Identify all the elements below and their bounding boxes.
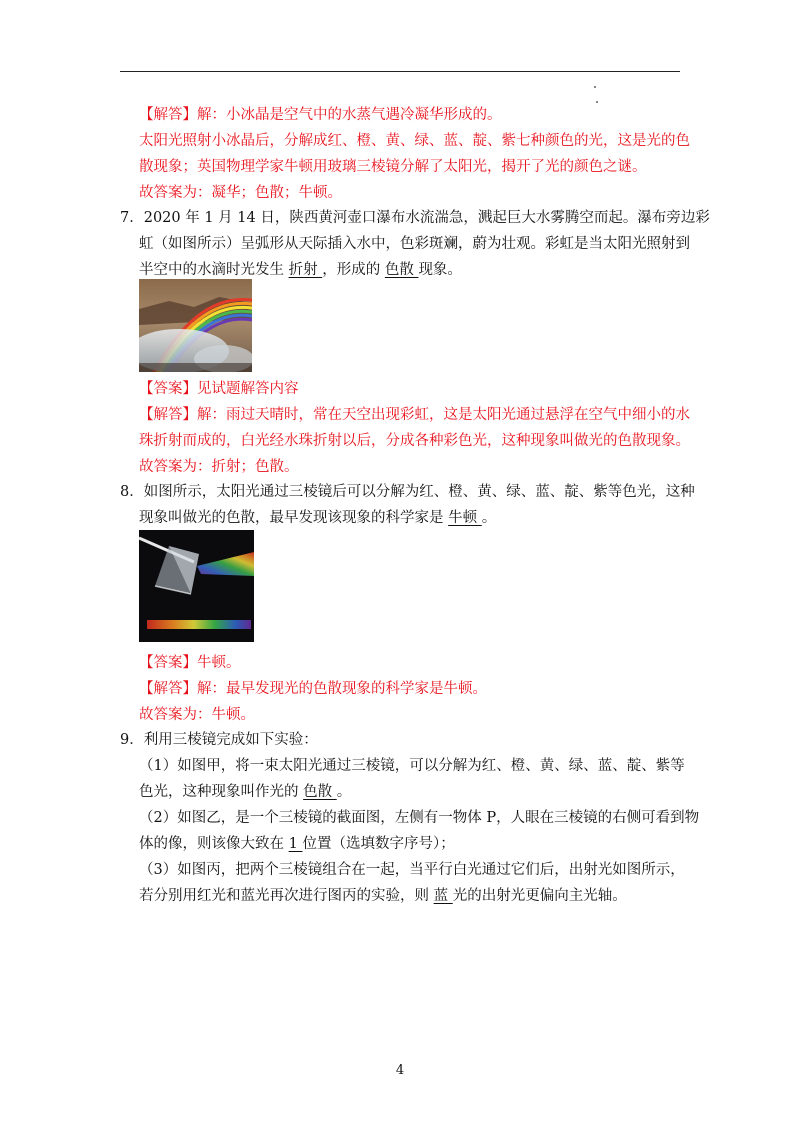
solution-line: 散现象；英国物理学家牛顿用玻璃三棱镜分解了太阳光，揭开了光的颜色之谜。 xyxy=(139,159,647,175)
question-text: 。 xyxy=(481,510,497,526)
question-9-line: （1）如图甲，将一束太阳光通过三棱镜，可以分解为红、橙、黄、绿、蓝、靛、紫等 xyxy=(139,758,685,774)
question-text: 现象。 xyxy=(418,262,462,278)
answer-blank: 牛顿 xyxy=(448,510,482,526)
answer-line: 【答案】见试题解答内容 xyxy=(139,381,299,397)
answer-line: 【答案】牛顿。 xyxy=(139,655,241,671)
question-9-line: （3）如图丙，把两个三棱镜组合在一起，当平行白光通过它们后，出射光如图所示， xyxy=(139,862,685,878)
question-text: 体的像，则该像大致在 xyxy=(139,836,284,852)
question-8-line: 8．如图所示，太阳光通过三棱镜后可以分解为红、橙、黄、绿、蓝、靛、紫等色光，这种 xyxy=(120,484,695,500)
question-9-line xyxy=(139,886,627,906)
page-number: 4 xyxy=(395,1063,405,1078)
question-text: 现象叫做光的色散，最早发现该现象的科学家是 xyxy=(139,510,444,526)
question-9-line xyxy=(139,834,455,854)
answer-blank: 蓝 xyxy=(433,888,453,904)
question-8-line xyxy=(139,508,496,528)
final-answer: 故答案为：折射；色散。 xyxy=(139,459,299,475)
question-text: 位置（选填数字序号）； xyxy=(302,836,455,852)
question-7-line: 虹（如图所示）呈弧形从天际插入水中，色彩斑斓，蔚为壮观。彩虹是当太阳光照射到 xyxy=(139,236,690,252)
prism-dispersion-photo xyxy=(139,530,254,642)
answer-blank: 1 xyxy=(288,836,303,852)
question-text: 光的出射光更偏向主光轴。 xyxy=(452,888,627,904)
solution-line: 珠折射而成的，白光经水珠折射以后，分成各种彩色光，这种现象叫做光的色散现象。 xyxy=(139,433,690,449)
question-9-line: （2）如图乙，是一个三棱镜的截面图，左侧有一物体 P，人眼在三棱镜的右侧可看到物 xyxy=(139,810,700,826)
question-text: 半空中的水滴时光发生 xyxy=(139,262,284,278)
question-text: 若分别用红光和蓝光再次进行图丙的实验，则 xyxy=(139,888,429,904)
answer-blank: 色散 xyxy=(384,262,419,278)
solution-line: 太阳光照射小冰晶后，分解成红、橙、黄、绿、蓝、靛、紫七种颜色的光，这是光的色 xyxy=(139,133,690,149)
header-mark xyxy=(594,86,596,88)
question-text: 色光，这种现象叫作光的 xyxy=(139,784,299,800)
solution-line: 【解答】解：小冰晶是空气中的水蒸气遇冷凝华形成的。 xyxy=(139,107,502,123)
answer-blank: 折射 xyxy=(288,262,323,278)
final-answer: 故答案为：凝华；色散；牛顿。 xyxy=(139,185,342,201)
rainbow-waterfall-photo xyxy=(139,279,252,372)
solution-line: 【解答】解：最早发现光的色散现象的科学家是牛顿。 xyxy=(139,681,487,697)
solution-line: 【解答】解：雨过天晴时，常在天空出现彩虹，这是太阳光通过悬浮在空气中细小的水 xyxy=(139,407,690,423)
question-7-line: 7．2020 年 1 月 14 日，陕西黄河壶口瀑布水流湍急，溅起巨大水雾腾空而起。瀑布旁边彩 xyxy=(120,210,710,226)
question-7-line xyxy=(139,260,462,280)
question-text: ，形成的 xyxy=(322,262,381,278)
question-9-line xyxy=(139,782,351,802)
header-rule xyxy=(120,71,680,72)
answer-blank: 色散 xyxy=(303,784,337,800)
question-text: 。 xyxy=(336,784,352,800)
header-mark xyxy=(596,101,598,103)
question-9-title: 9．利用三棱镜完成如下实验： xyxy=(120,732,318,748)
final-answer: 故答案为：牛顿。 xyxy=(139,707,255,723)
